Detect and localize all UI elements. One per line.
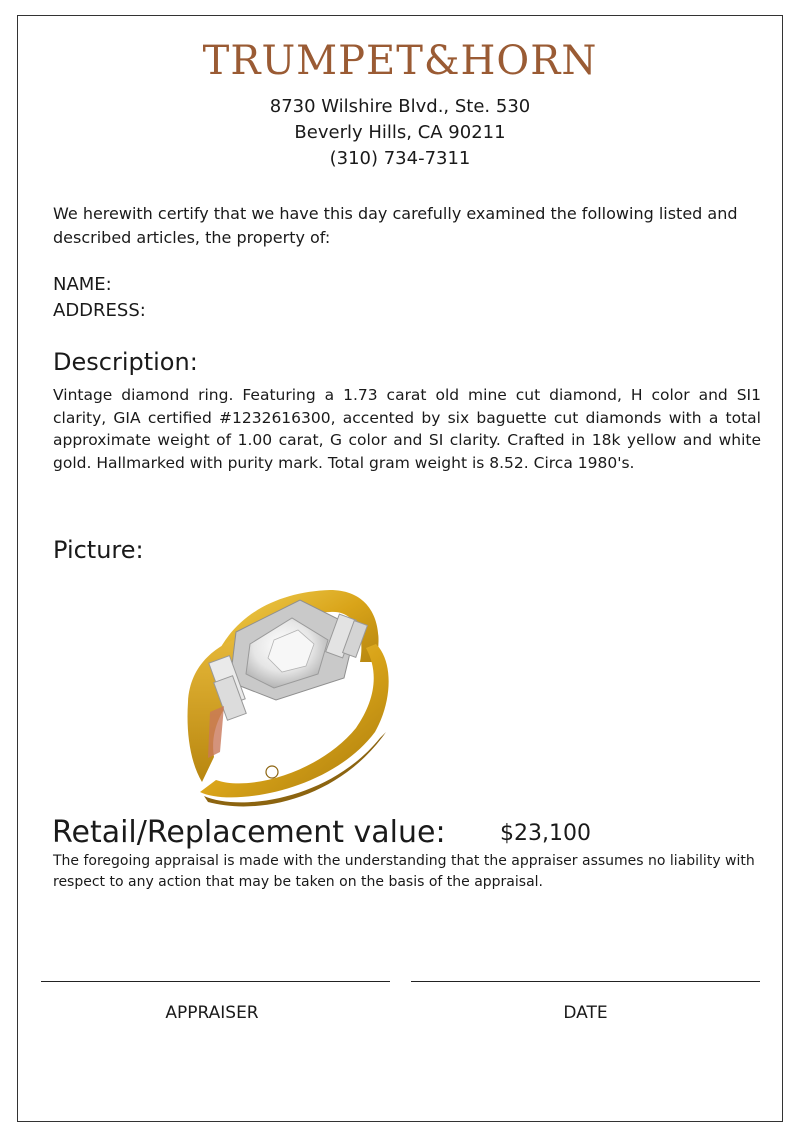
ring-photo [180,582,400,807]
appraisal-disclaimer: The foregoing appraisal is made with the understanding that the appraiser assumes no liability with respect to any action that may be taken on the basis of the appraisal. [53,853,755,890]
appraiser-signature-line[interactable] [41,981,390,982]
description-heading: Description: [53,348,198,376]
company-phone: (310) 734-7311 [329,148,471,169]
owner-address-label: ADDRESS: [53,300,146,321]
certification-intro: We herewith certify that we have this day carefully examined the following listed and described articles, the property of: [53,204,738,247]
valuation-amount: $23,100 [500,821,591,846]
valuation-label: Retail/Replacement value: [52,815,446,850]
date-signature-line[interactable] [411,981,760,982]
date-label: DATE [563,1003,608,1023]
company-address-line2: Beverly Hills, CA 90211 [294,122,506,143]
company-address-line1: 8730 Wilshire Blvd., Ste. 530 [269,96,531,117]
appraiser-label: APPRAISER [165,1003,259,1023]
document-border [17,15,783,1122]
description-text: Vintage diamond ring. Featuring a 1.73 carat old mine cut diamond, H color and SI1 clarity, GIA certified #1232616300, accented by six baguette cut diamonds with a total approximate weight of 1.00 carat, G color and SI clarity. Crafted in 18k yellow and white gold. Hallmarked with purity mark. Total gram weight is 8.52. Circa 1980's. [53,386,761,472]
picture-heading: Picture: [53,536,144,564]
owner-name-label: NAME: [53,274,112,295]
company-logo: TRUMPET&HORN [202,38,598,84]
